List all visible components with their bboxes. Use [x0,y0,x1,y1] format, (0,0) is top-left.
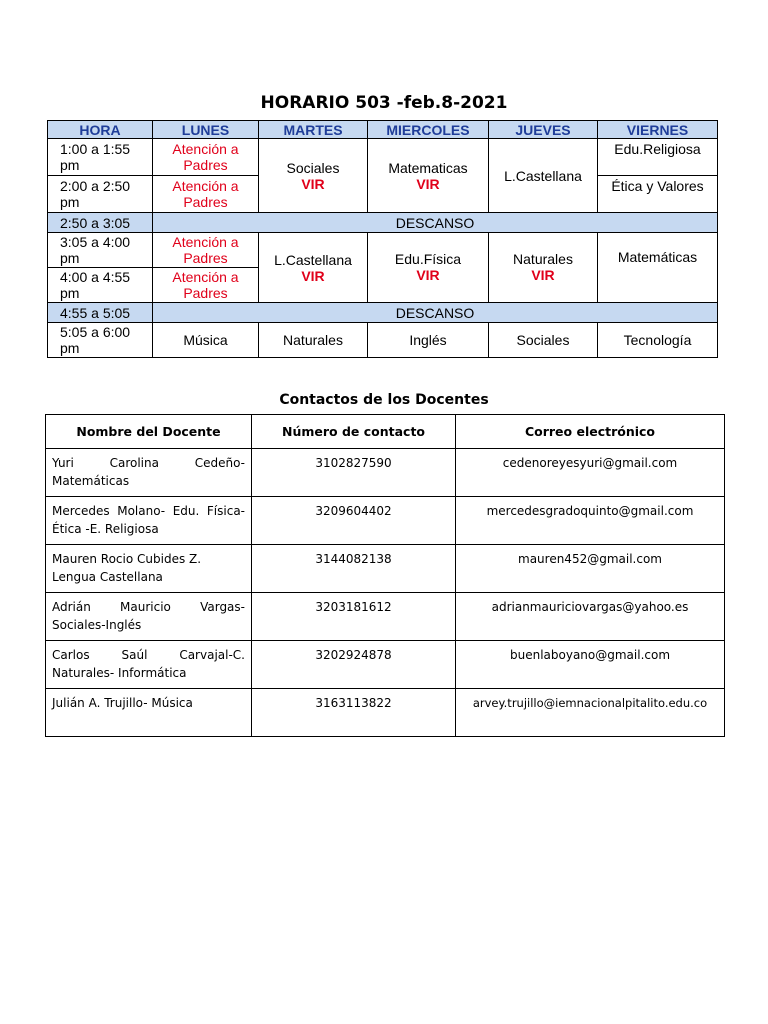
header-miercoles: MIERCOLES [368,121,489,139]
contact-row [46,689,725,737]
teacher-email[interactable]: mauren452@gmail.com [456,545,725,593]
subject-label: Sociales [286,159,340,176]
subject-label: Naturales [513,251,573,267]
time-cell: 2:50 a 3:05 [48,213,153,233]
teacher-name: Carlos Saúl Carvajal-C. Naturales- Informática [46,641,252,689]
time-cell: 2:00 a 2:50 pm [48,176,153,213]
break-row [48,213,718,233]
break-row [48,303,718,323]
viernes-cell: Ética y Valores [598,176,718,213]
teacher-phone: 3102827590 [252,449,456,497]
schedule-row [48,233,718,268]
vir-label: VIR [301,175,325,192]
header-viernes: VIERNES [598,121,718,139]
schedule-header-row [48,121,718,139]
teacher-phone: 3209604402 [252,497,456,545]
break-label: DESCANSO [153,213,718,233]
teacher-phone: 3163113822 [252,689,456,737]
miercoles-cell [368,233,489,303]
miercoles-cell [368,139,489,213]
contact-row [46,497,725,545]
martes-cell [259,139,368,213]
time-cell: 4:00 a 4:55 pm [48,268,153,303]
teacher-name: Yuri Carolina Cedeño-Matemáticas [46,449,252,497]
time-cell: 5:05 a 6:00 pm [48,323,153,358]
time-cell: 4:55 a 5:05 [48,303,153,323]
time-cell: 3:05 a 4:00 pm [48,233,153,268]
jueves-cell: L.Castellana [489,139,598,213]
header-jueves: JUEVES [489,121,598,139]
teacher-phone: 3144082138 [252,545,456,593]
header-hora: HORA [48,121,153,139]
teacher-name: Mercedes Molano- Edu. Física- Ética -E. Religiosa [46,497,252,545]
contacts-header-row [46,415,725,449]
subject-label: Edu.Física [394,251,462,267]
lunes-cell: Atención a Padres [153,139,259,176]
lunes-cell: Atención a Padres [153,176,259,213]
vir-label: VIR [301,267,325,284]
teacher-phone: 3203181612 [252,593,456,641]
jueves-cell: Sociales [489,323,598,358]
header-phone: Número de contacto [252,415,456,449]
contact-row [46,449,725,497]
time-cell: 1:00 a 1:55 pm [48,139,153,176]
viernes-cell: Matemáticas [598,233,718,303]
teacher-email[interactable]: adrianmauriciovargas@yahoo.es [456,593,725,641]
martes-cell: Naturales [259,323,368,358]
schedule-title: HORARIO 503 -feb.8-2021 [260,93,508,113]
subject-label: Matematicas [388,159,468,176]
header-martes: MARTES [259,121,368,139]
header-email: Correo electrónico [456,415,725,449]
lunes-cell: Música [153,323,259,358]
teacher-email[interactable]: cedenoreyesyuri@gmail.com [456,449,725,497]
schedule-row [48,323,718,358]
contacts-table [45,414,725,737]
viernes-cell: Edu.Religiosa [598,139,718,176]
teacher-phone: 3202924878 [252,641,456,689]
lunes-cell: Atención a Padres [153,268,259,303]
contact-row [46,593,725,641]
subject-label: L.Castellana [274,251,352,268]
contact-row [46,641,725,689]
vir-label: VIR [416,175,440,192]
teacher-name: Adrián Mauricio Vargas-Sociales-Inglés [46,593,252,641]
teacher-name: Mauren Rocio Cubides Z. Lengua Castellana [46,545,252,593]
header-name: Nombre del Docente [46,415,252,449]
lunes-cell: Atención a Padres [153,233,259,268]
viernes-cell: Tecnología [598,323,718,358]
miercoles-cell: Inglés [368,323,489,358]
teacher-name: Julián A. Trujillo- Música [46,689,252,737]
break-label: DESCANSO [153,303,718,323]
schedule-table [47,120,718,358]
contacts-title: Contactos de los Docentes [279,392,489,408]
header-lunes: LUNES [153,121,259,139]
teacher-email[interactable]: mercedesgradoquinto@gmail.com [456,497,725,545]
contact-row [46,545,725,593]
vir-label: VIR [531,267,555,283]
teacher-email[interactable]: arvey.trujillo@iemnacionalpitalito.edu.co [456,689,725,737]
schedule-row [48,139,718,176]
martes-cell [259,233,368,303]
vir-label: VIR [416,267,440,283]
jueves-cell [489,233,598,303]
teacher-email[interactable]: buenlaboyano@gmail.com [456,641,725,689]
